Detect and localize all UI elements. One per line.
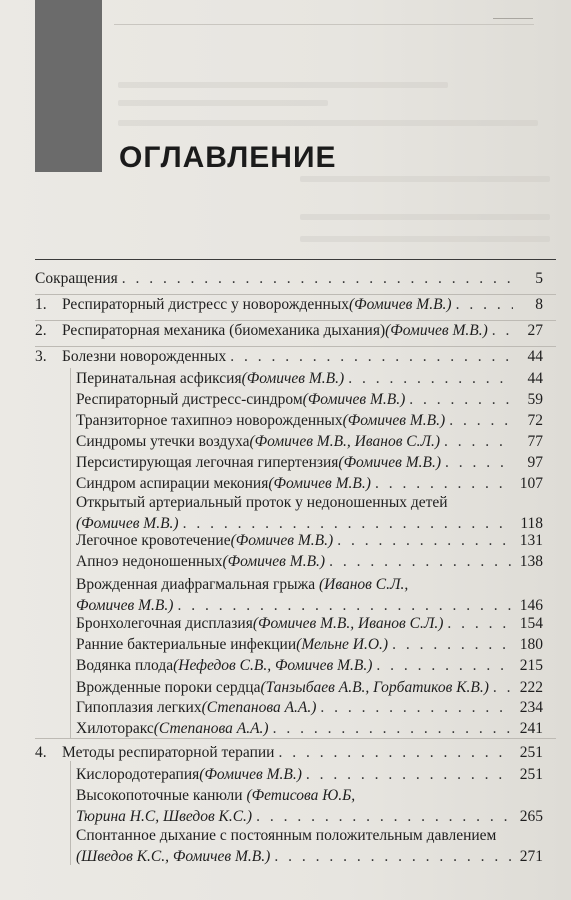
toc-entry-page: 27 [527,322,543,339]
toc-entry-page: 138 [519,553,543,570]
toc-entry[interactable] [76,785,543,827]
leader-dots [273,718,513,739]
toc-entry-number: 4. [35,744,47,761]
toc-entry-page: 234 [519,699,543,716]
toc-entry-author: (Нефедов С.В., Фомичев М.В.) [173,657,373,674]
toc-entry[interactable] [76,410,543,431]
toc-entry-page: 222 [519,679,543,696]
toc-entry[interactable] [76,574,543,616]
toc-entry[interactable] [76,825,543,867]
toc-entry-page: 8 [535,296,543,313]
toc-entry[interactable] [76,634,543,655]
toc-entry-title: Хилоторакс [76,720,154,737]
toc-entry-author: (Танзыбаев А.В., Горбатиков К.В.) [260,679,489,696]
leader-dots [306,764,513,785]
toc-entry-author: (Фомичев М.В., Иванов С.Л.) [249,433,441,450]
leader-dots [375,473,513,494]
leader-dots [493,677,513,698]
toc-entry-title: Болезни новорожденных [62,348,227,365]
toc-entry-page: 180 [519,636,543,653]
leader-dots [449,410,513,431]
toc-entry-author: (Иванов С.Л., [318,576,409,593]
toc-entry-title: Апноэ недоношенных [76,553,223,570]
toc-entry-page: 265 [519,808,543,825]
toc-entry-author: (Фомичев М.В.) [230,532,334,549]
toc-entry-title: Методы респираторной терапии [62,744,275,761]
toc-entry-page: 77 [527,433,543,450]
toc-entry-author: (Фетисова Ю.Б, [246,787,356,804]
toc-entry[interactable] [76,368,543,389]
toc-entry-author: Тюрина Н.С, Шведов К.С.) [76,808,253,825]
toc-entry[interactable] [76,389,543,410]
toc-entry-page: 271 [519,848,543,865]
toc-entry-title: Перинатальная асфиксия [76,370,242,387]
toc-entry-author: (Фомичев М.В.) [338,454,442,471]
toc-entry-title: Синдром аспирации мекония [76,475,269,492]
toc-entry-page: 59 [527,391,543,408]
leader-dots [376,655,513,676]
toc-entry-page: 44 [527,370,543,387]
toc-entry[interactable] [35,320,543,341]
toc-entry-title: Персистирующая легочная гипертензия [76,454,339,471]
toc-entry-title: Спонтанное дыхание с постоянным положительным давлением [76,827,497,844]
toc-entry-title: Легочное кровотечение [76,532,231,549]
toc-entry[interactable] [35,742,543,763]
toc-entry[interactable] [76,718,543,739]
toc-entry[interactable] [76,764,543,785]
toc-entry[interactable] [76,452,543,473]
toc-entry-page: 5 [535,270,543,287]
toc-entry-title: Бронхолегочная дисплазия [76,615,253,632]
toc-entry-page: 97 [527,454,543,471]
toc-entry-page: 251 [519,766,543,783]
toc-entry[interactable] [76,655,543,676]
toc-entry-author: (Фомичев М.В.) [302,391,406,408]
leader-dots [492,320,513,341]
toc-entry[interactable] [76,697,543,718]
toc-entry[interactable] [35,294,543,315]
toc-entry-author: (Фомичев М.В.) [385,322,488,339]
leader-dots [274,846,513,867]
toc-entry-page: 131 [519,532,543,549]
toc-entry-author: (Фомичев М.В.) [222,553,326,570]
toc-entry[interactable] [35,268,543,289]
toc-entry-author: (Фомичев М.В.) [268,475,371,492]
leader-dots [122,268,513,289]
toc-entry-title: Респираторная механика (биомеханика дыхания) [62,322,386,339]
toc-entry-author: (Степанова А.А.) [201,699,317,716]
toc-entry-author: (Фомичев М.В.) [241,370,345,387]
toc-entry-author: (Фомичев М.В.) [342,412,446,429]
toc-entry-title: Ранние бактериальные инфекции [76,636,297,653]
toc-entry-author: (Степанова А.А.) [153,720,269,737]
leader-dots [329,551,513,572]
leader-dots [320,697,513,718]
toc-entry-title: Открытый артериальный проток у недоношенных детей [76,494,448,511]
toc-entry-page: 44 [527,348,543,365]
toc-entry[interactable] [35,346,543,367]
leader-dots [456,294,513,315]
page-title: ОГЛАВЛЕНИЕ [119,141,337,174]
toc-entry[interactable] [76,431,543,452]
toc-entry[interactable] [76,677,543,698]
leader-dots [337,530,513,551]
leader-dots [409,389,513,410]
toc-entry[interactable] [76,551,543,572]
toc-entry-title: Высокопоточные канюли [76,787,247,804]
toc-entry-title: Водянка плода [76,657,174,674]
toc-entry-title: Синдромы утечки воздуха [76,433,250,450]
toc-entry[interactable] [76,473,543,494]
toc-entry-page: 154 [519,615,543,632]
leader-dots [278,742,513,763]
toc-entry-author: (Фомичев М.В.) [76,515,179,532]
toc-entry-author: (Фомичев М.В., Иванов С.Л.) [252,615,444,632]
toc-entry-title: Транзиторное тахипноэ новорожденных [76,412,343,429]
toc-entry-title: Гипоплазия легких [76,699,202,716]
leader-dots [447,613,513,634]
leader-dots [392,634,513,655]
toc-entry-page: 251 [519,744,543,761]
toc-entry-author: (Шведов К.С., Фомичев М.В.) [76,848,271,865]
toc-entry-page: 72 [527,412,543,429]
toc-entry-title: Респираторный дистресс у новорожденных [62,296,349,313]
leader-dots [230,346,513,367]
toc-entry-title: Сокращения [35,270,118,287]
toc-entry[interactable] [76,492,543,534]
toc-entry-title: Кислородотерапия [76,766,200,783]
toc-entry[interactable] [76,530,543,551]
toc-entry-page: 215 [519,657,543,674]
toc-entry-title: Респираторный дистресс-синдром [76,391,303,408]
toc-entry-page: 241 [519,720,543,737]
toc-entry-page: 146 [519,597,543,614]
toc-entry-author: (Мельне И.О.) [296,636,389,653]
toc-entry-page: 107 [519,475,543,492]
toc-entry-author: Фомичев М.В.) [76,597,174,614]
toc-entry-page: 118 [520,515,543,532]
toc-entry-author: (Фомичев М.В.) [199,766,302,783]
leader-dots [348,368,513,389]
leader-dots [445,452,513,473]
toc-entry-number: 2. [35,322,47,339]
toc-entry-number: 1. [35,296,47,313]
toc-entry-number: 3. [35,348,47,365]
toc-entry-title: Врожденные пороки сердца [76,679,261,696]
toc-entry-title: Врожденная диафрагмальная грыжа [76,576,319,593]
toc-entry-author: (Фомичев М.В.) [348,296,452,313]
leader-dots [256,806,513,827]
leader-dots [444,431,513,452]
toc-entry[interactable] [76,613,543,634]
